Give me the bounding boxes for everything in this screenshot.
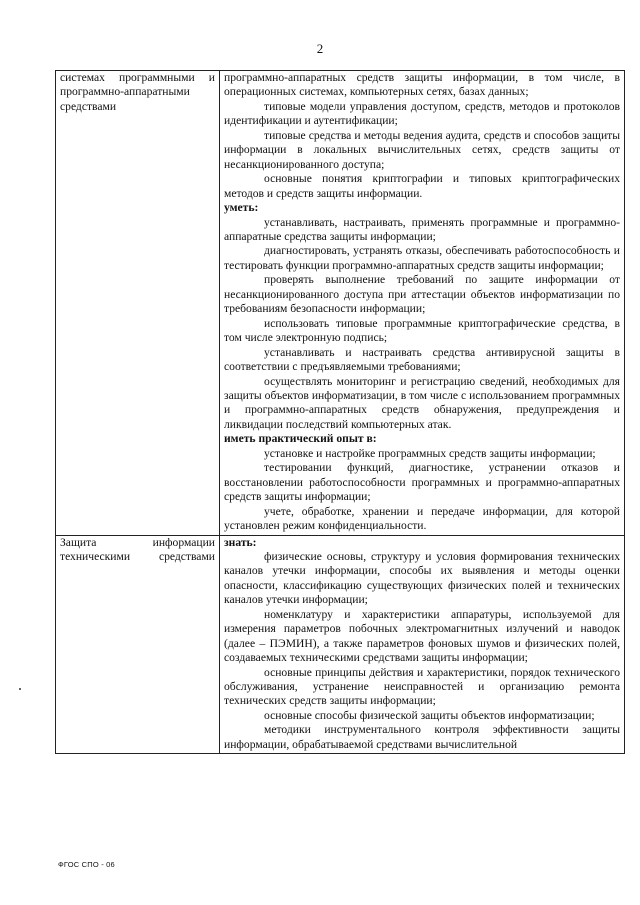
standard-table: [55, 70, 625, 754]
competency-item: номенклатуру и характеристики аппаратуры, используемой для измерения параметров побочных электромагнитных излучений и наводок (далее – ПЭМИН), а также параметров фоновых шумов и физических полей, создаваемых техническими средствами защиты информации;: [224, 607, 620, 665]
competency-item: физические основы, структуру и условия формирования технических каналов утечки информации, способы их выявления и методы оценки опасности, классификацию существующих физических полей и технических каналов утечки информации;: [224, 549, 620, 607]
competency-item: осуществлять мониторинг и регистрацию сведений, необходимых для защиты объектов информатизации, в том числе с использованием программных и программно-аппаратных средств обнаружения, предупреждения и ликвидации последствий компьютерных атак.: [224, 374, 620, 431]
competency-item: устанавливать, настраивать, применять программные и программно-аппаратные средства защиты информации;: [224, 215, 620, 243]
competency-cell: [220, 535, 625, 754]
page-number: 2: [316, 41, 324, 56]
competency-item: учете, обработке, хранении и передаче информации, для которой установлен режим конфиденциальности.: [224, 504, 620, 533]
section-heading: уметь:: [224, 201, 259, 215]
competency-item: использовать типовые программные криптографические средства, в том числе электронную подпись;: [224, 316, 620, 345]
competency-item: установке и настройке программных средств защиты информации;: [264, 446, 596, 460]
competency-item: типовые средства и методы ведения аудита, средств и способов защиты информации в локальных вычислительных сетях, средств защиты от несанкционированного доступа;: [224, 128, 620, 171]
discipline-name: Защита информации техническими средствами: [60, 535, 215, 563]
table-row: [56, 71, 625, 536]
competency-item: основные понятия криптографии и типовых криптографических методов и средств защиты информации.: [224, 172, 620, 200]
competency-item: диагностировать, устранять отказы, обеспечивать работоспособность и тестировать функции программно-аппаратных средств защиты информации;: [224, 244, 620, 272]
competency-item: проверять выполнение требований по защите информации от несанкционированного доступа при аттестации объектов информатизации по требованиям безопасности информации;: [224, 273, 620, 316]
competency-item: методики инструментального контроля эффективности защиты информации, обрабатываемой средствами вычислительной: [224, 723, 620, 751]
discipline-name: системах программными и программно-аппаратными средствами: [60, 71, 215, 113]
section-heading: знать:: [224, 535, 257, 549]
discipline-cell: [56, 71, 220, 536]
competency-text: программно-аппаратных средств защиты информации, в том числе, в операционных системах, компьютерных сетях, базах данных;: [224, 71, 620, 99]
section-heading: иметь практический опыт в:: [224, 432, 377, 446]
competency-item: типовые модели управления доступом, средств, методов и протоколов идентификации и аутентификации;: [224, 99, 620, 128]
competency-item: основные принципы действия и характеристики, порядок технического обслуживания, устранение неисправностей и организацию ремонта технических средств защиты информации;: [224, 665, 620, 708]
scan-dot: [19, 688, 21, 690]
footer-code: ФГОС СПО - 06: [58, 860, 115, 869]
competency-item: тестировании функций, диагностике, устранении отказов и восстановлении работоспособности программных и программно-аппаратных средств защиты информации;: [224, 461, 620, 504]
discipline-cell: [56, 535, 220, 754]
competency-cell: [220, 71, 625, 536]
table-row: [56, 535, 625, 754]
competency-item: устанавливать и настраивать средства антивирусной защиты в соответствии с предъявляемыми требованиями;: [224, 345, 620, 374]
competency-item: основные способы физической защиты объектов информатизации;: [264, 708, 595, 722]
